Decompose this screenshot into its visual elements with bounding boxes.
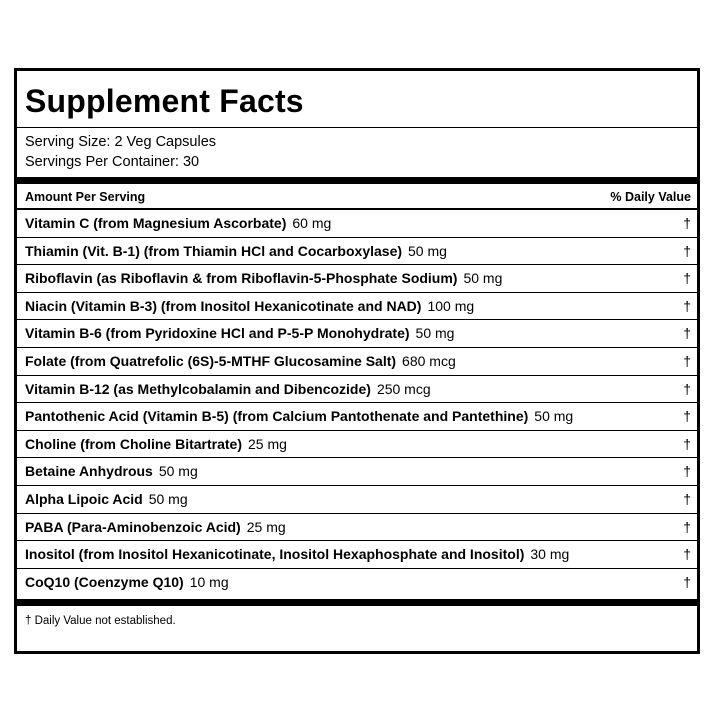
nutrient-name: Choline (from Choline Bitartrate) [25, 435, 243, 452]
daily-value-dagger: † [683, 463, 691, 480]
serving-size: Serving Size: 2 Veg Capsules [25, 134, 217, 150]
daily-value-header: % Daily Value [610, 190, 691, 204]
daily-value-dagger: † [683, 490, 691, 507]
nutrient-name: Betaine Anhydrous [25, 463, 153, 480]
nutrient-amount: 25 mg [248, 435, 287, 452]
table-row [17, 293, 697, 321]
table-row [17, 348, 697, 376]
table-row [17, 458, 697, 486]
daily-value-dagger: † [683, 380, 691, 397]
daily-value-dagger: † [683, 242, 691, 259]
nutrient-name: PABA (Para-Aminobenzoic Acid) [25, 518, 241, 535]
nutrient-amount: 50 mg [408, 242, 447, 259]
table-row [17, 403, 697, 431]
nutrient-name: Pantothenic Acid (Vitamin B-5) (from Calcium Pantothenate and Pantethine) [25, 408, 529, 425]
thick-divider-top [17, 177, 697, 184]
nutrient-amount: 100 mg [427, 297, 475, 314]
daily-value-dagger: † [683, 215, 691, 231]
nutrient-amount: 50 mg [415, 325, 455, 342]
nutrient-name: Vitamin B-6 (from Pyridoxine HCl and P-5-P Monohydrate) [25, 325, 410, 342]
table-row [17, 569, 697, 597]
daily-value-dagger: † [683, 518, 691, 535]
nutrient-name: Thiamin (Vit. B-1) (from Thiamin HCl and Cocarboxylase) [25, 242, 403, 259]
daily-value-dagger: † [683, 297, 691, 314]
nutrient-amount: 25 mg [246, 518, 286, 535]
nutrient-amount: 250 mcg [376, 380, 431, 397]
table-row [17, 514, 697, 542]
nutrient-amount: 50 mg [534, 408, 574, 425]
table-row [17, 541, 697, 569]
table-row [17, 431, 697, 459]
table-row [17, 265, 697, 293]
servings-per-container: Servings Per Container: 30 [25, 154, 200, 170]
thick-divider-bottom [17, 599, 697, 606]
nutrient-amount: 60 mg [292, 215, 332, 231]
panel-title: Supplement Facts [25, 83, 304, 119]
title-divider [17, 127, 697, 128]
amount-per-serving-header: Amount Per Serving [25, 190, 146, 204]
daily-value-dagger: † [683, 408, 691, 425]
nutrient-name: Inositol (from Inositol Hexanicotinate, Inositol Hexaphosphate and Inositol) [25, 546, 525, 563]
nutrient-name: Folate (from Quatrefolic (6S)-5-MTHF Glucosamine Salt) [25, 352, 397, 369]
nutrient-name: CoQ10 (Coenzyme Q10) [25, 573, 184, 590]
nutrient-name: Niacin (Vitamin B-3) (from Inositol Hexanicotinate and NAD) [25, 297, 422, 314]
daily-value-dagger: † [683, 546, 691, 563]
table-row [17, 210, 697, 238]
daily-value-dagger: † [683, 435, 691, 452]
nutrient-amount: 30 mg [530, 546, 570, 563]
daily-value-dagger: † [683, 573, 691, 590]
nutrient-amount: 50 mg [148, 490, 188, 507]
nutrient-amount: 50 mg [158, 463, 198, 480]
nutrient-name: Vitamin C (from Magnesium Ascorbate) [25, 215, 287, 231]
serving-info [25, 132, 216, 172]
table-row [17, 320, 697, 348]
column-header-row [25, 187, 691, 207]
daily-value-dagger: † [683, 270, 691, 287]
nutrient-amount: 10 mg [189, 573, 229, 590]
nutrient-name: Alpha Lipoic Acid [25, 490, 143, 507]
table-row [17, 376, 697, 404]
daily-value-dagger: † [683, 352, 691, 369]
nutrient-name: Riboflavin (as Riboflavin & from Riboflavin-5-Phosphate Sodium) [25, 270, 458, 287]
table-row [17, 486, 697, 514]
nutrient-name: Vitamin B-12 (as Methylcobalamin and Dibencozide) [25, 380, 371, 397]
nutrient-rows [17, 210, 697, 596]
nutrient-amount: 50 mg [463, 270, 503, 287]
supplement-facts-panel [14, 68, 700, 654]
table-row [17, 238, 697, 266]
footnote: † Daily Value not established. [25, 615, 176, 627]
daily-value-dagger: † [683, 325, 691, 342]
nutrient-amount: 680 mcg [402, 352, 456, 369]
